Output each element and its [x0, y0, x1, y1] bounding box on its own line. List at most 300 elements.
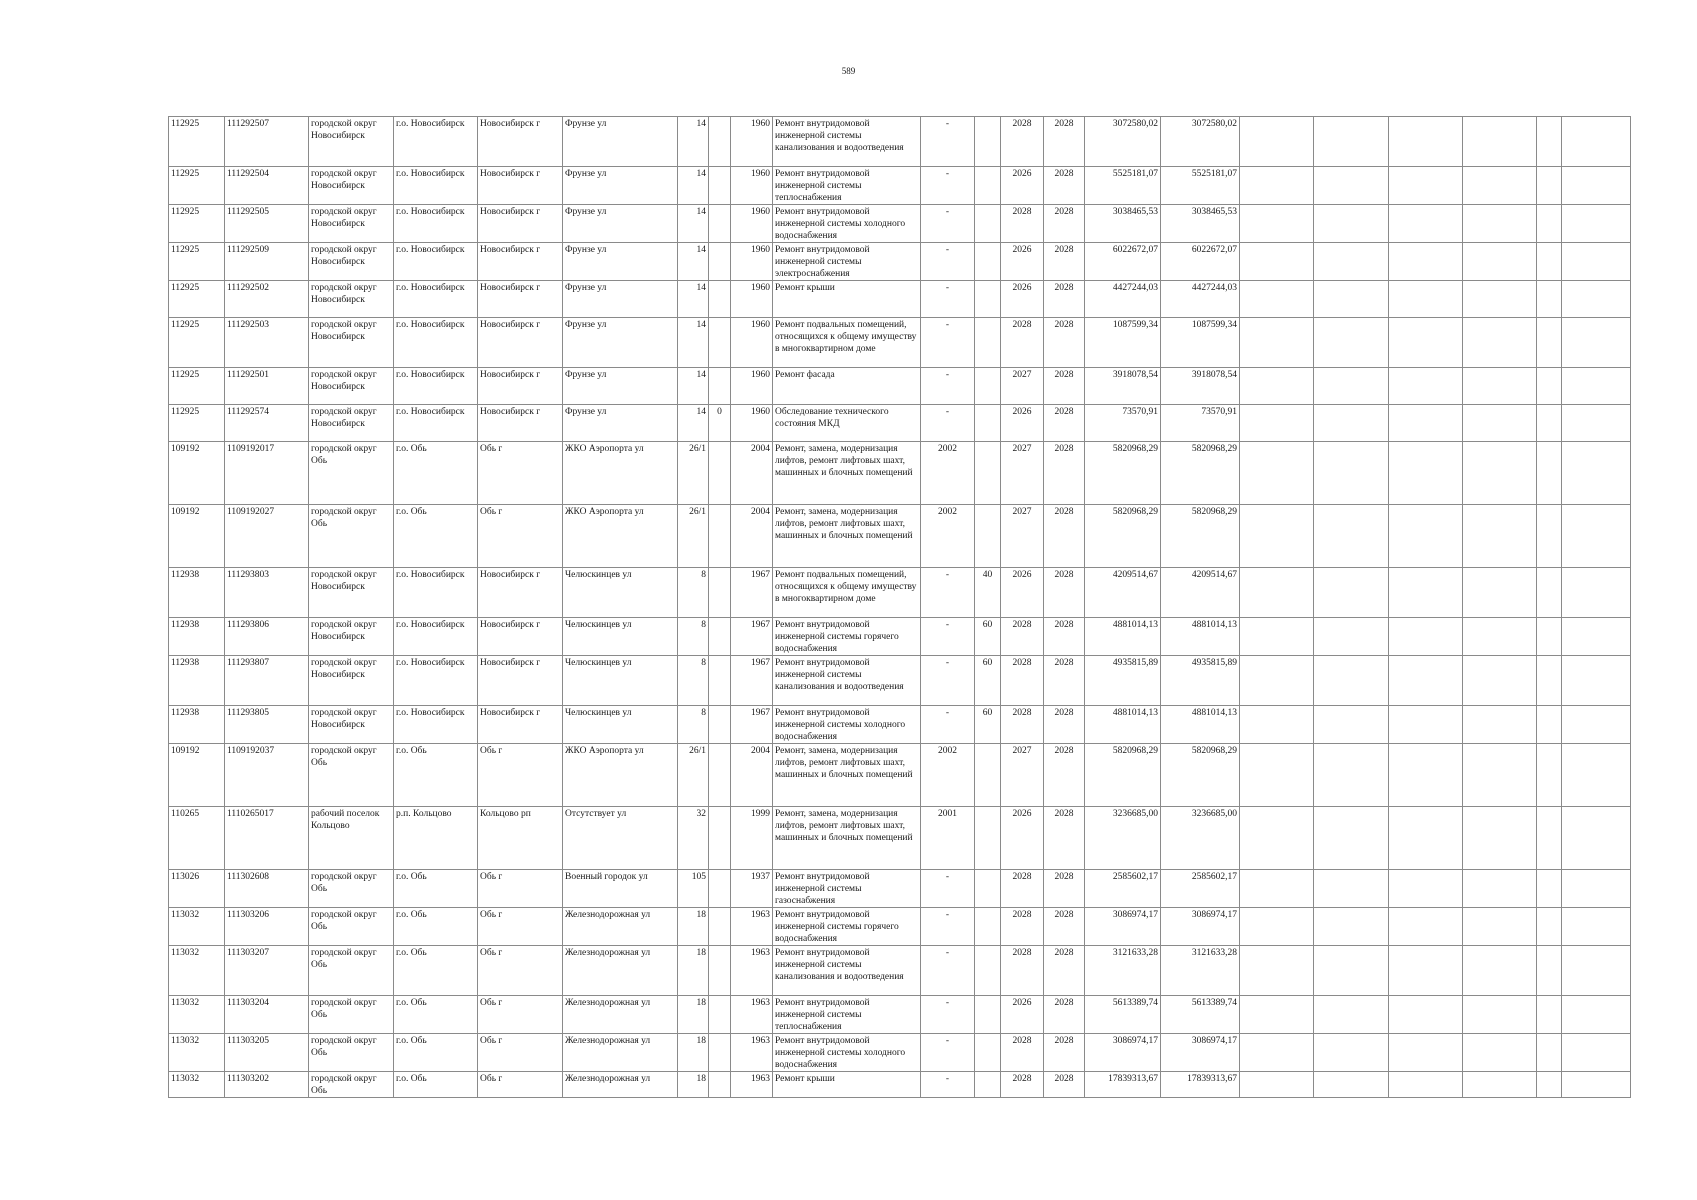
- cell-extra-6: [1562, 167, 1631, 205]
- cell-object-id: 109192: [169, 442, 225, 505]
- cell-cost: 3121633,28: [1085, 946, 1161, 996]
- cell-year-built: 1967: [731, 706, 773, 744]
- cell-planned-year: 2027: [1001, 505, 1044, 568]
- table-row: [169, 1072, 1631, 1098]
- cell-work-type: Ремонт, замена, модернизация лифтов, ремонт лифтовых шахт, машинных и блочных помещений: [773, 807, 921, 870]
- cell-total-cost: 5613389,74: [1161, 996, 1240, 1034]
- cell-extra-3: [1389, 318, 1463, 368]
- cell-settlement: Новосибирск г: [478, 706, 563, 744]
- cell-object-id: 112925: [169, 318, 225, 368]
- cell-house-number: 14: [678, 281, 709, 318]
- cell-municipality-short: г.о. Новосибирск: [394, 117, 478, 167]
- cell-house-number: 8: [678, 568, 709, 618]
- cell-work-type: Ремонт внутридомовой инженерной системы холодного водоснабжения: [773, 1034, 921, 1072]
- cell-extra-5: [1537, 318, 1562, 368]
- cell-extra-2: [1314, 442, 1389, 505]
- cell-municipality: городской округ Обь: [309, 442, 394, 505]
- cell-year-built: 1960: [731, 405, 773, 442]
- cell-planned-year: 2028: [1001, 1034, 1044, 1072]
- cell-municipality: рабочий поселок Кольцово: [309, 807, 394, 870]
- cell-work-type: Ремонт подвальных помещений, относящихся к общему имуществу в многоквартирном доме: [773, 318, 921, 368]
- cell-wear-percent: 60: [975, 618, 1001, 656]
- cell-settlement: Новосибирск г: [478, 243, 563, 281]
- cell-object-id: 112938: [169, 618, 225, 656]
- table-row: [169, 318, 1631, 368]
- cell-street: Железнодорожная ул: [563, 946, 678, 996]
- cell-house-number: 18: [678, 946, 709, 996]
- cell-extra-1: [1240, 505, 1314, 568]
- cell-extra-2: [1314, 807, 1389, 870]
- cell-wear-percent: [975, 1072, 1001, 1098]
- cell-extra-2: [1314, 1072, 1389, 1098]
- cell-municipality-short: г.о. Новосибирск: [394, 318, 478, 368]
- cell-house-number: 26/1: [678, 505, 709, 568]
- cell-extra-2: [1314, 568, 1389, 618]
- cell-extra-2: [1314, 908, 1389, 946]
- cell-planned-year: 2026: [1001, 167, 1044, 205]
- table-row: [169, 1034, 1631, 1072]
- cell-street: Железнодорожная ул: [563, 1072, 678, 1098]
- cell-street: Фрунзе ул: [563, 205, 678, 243]
- cell-total-cost: 4427244,03: [1161, 281, 1240, 318]
- cell-building-number: [709, 807, 731, 870]
- cell-municipality-short: г.о. Новосибирск: [394, 243, 478, 281]
- page-number: 589: [841, 66, 856, 76]
- cell-house-number: 18: [678, 1034, 709, 1072]
- cell-street: Фрунзе ул: [563, 281, 678, 318]
- cell-building-number: [709, 318, 731, 368]
- cell-total-cost: 3121633,28: [1161, 946, 1240, 996]
- cell-cost: 5525181,07: [1085, 167, 1161, 205]
- cell-year-built: 2004: [731, 744, 773, 807]
- cell-extra-5: [1537, 117, 1562, 167]
- cell-extra-4: [1463, 318, 1537, 368]
- cell-settlement: Новосибирск г: [478, 281, 563, 318]
- cell-planned-year: 2028: [1001, 618, 1044, 656]
- cell-extra-4: [1463, 368, 1537, 405]
- cell-year-built: 1963: [731, 1034, 773, 1072]
- table-row: [169, 744, 1631, 807]
- cell-extra-5: [1537, 870, 1562, 908]
- cell-settlement: Обь г: [478, 1034, 563, 1072]
- cell-extra-3: [1389, 706, 1463, 744]
- cell-building-number: [709, 1034, 731, 1072]
- cell-building-number: [709, 368, 731, 405]
- cell-extra-3: [1389, 205, 1463, 243]
- cell-settlement: Новосибирск г: [478, 368, 563, 405]
- cell-wear-percent: 60: [975, 706, 1001, 744]
- cell-wear-percent: [975, 205, 1001, 243]
- cell-extra-1: [1240, 908, 1314, 946]
- cell-municipality: городской округ Новосибирск: [309, 281, 394, 318]
- cell-deadline-year: 2028: [1044, 442, 1085, 505]
- cell-year-built: 1960: [731, 117, 773, 167]
- cell-cost: 5820968,29: [1085, 442, 1161, 505]
- cell-extra-3: [1389, 568, 1463, 618]
- cell-planned-year: 2028: [1001, 205, 1044, 243]
- cell-extra-3: [1389, 1034, 1463, 1072]
- cell-extra-6: [1562, 807, 1631, 870]
- cell-object-id: 113026: [169, 870, 225, 908]
- cell-wear-percent: [975, 807, 1001, 870]
- cell-extra-6: [1562, 442, 1631, 505]
- cell-building-number: [709, 706, 731, 744]
- cell-house-number: 32: [678, 807, 709, 870]
- cell-municipality: городской округ Обь: [309, 908, 394, 946]
- cell-extra-4: [1463, 167, 1537, 205]
- cell-extra-5: [1537, 908, 1562, 946]
- cell-house-number: 8: [678, 656, 709, 706]
- cell-work-type: Ремонт, замена, модернизация лифтов, ремонт лифтовых шахт, машинных и блочных помещений: [773, 442, 921, 505]
- cell-municipality-short: г.о. Обь: [394, 870, 478, 908]
- cell-object-id: 112925: [169, 243, 225, 281]
- table-row: [169, 996, 1631, 1034]
- cell-work-id: 111292503: [225, 318, 309, 368]
- cell-extra-5: [1537, 205, 1562, 243]
- cell-wear-percent: [975, 505, 1001, 568]
- cell-extra-1: [1240, 205, 1314, 243]
- cell-extra-6: [1562, 618, 1631, 656]
- cell-total-cost: 1087599,34: [1161, 318, 1240, 368]
- cell-extra-3: [1389, 505, 1463, 568]
- cell-work-type: Ремонт, замена, модернизация лифтов, ремонт лифтовых шахт, машинных и блочных помещений: [773, 744, 921, 807]
- cell-work-id: 111293806: [225, 618, 309, 656]
- cell-extra-1: [1240, 167, 1314, 205]
- cell-work-id: 111293807: [225, 656, 309, 706]
- cell-object-id: 109192: [169, 505, 225, 568]
- cell-extra-2: [1314, 744, 1389, 807]
- cell-house-number: 18: [678, 996, 709, 1034]
- cell-municipality-short: г.о. Обь: [394, 505, 478, 568]
- cell-work-id: 111303205: [225, 1034, 309, 1072]
- cell-object-id: 112925: [169, 368, 225, 405]
- cell-year-last-repair: -: [921, 656, 975, 706]
- cell-work-id: 111303204: [225, 996, 309, 1034]
- cell-house-number: 105: [678, 870, 709, 908]
- cell-extra-2: [1314, 368, 1389, 405]
- cell-extra-3: [1389, 807, 1463, 870]
- cell-year-last-repair: -: [921, 996, 975, 1034]
- cell-settlement: Новосибирск г: [478, 167, 563, 205]
- cell-cost: 3918078,54: [1085, 368, 1161, 405]
- cell-year-built: 1960: [731, 318, 773, 368]
- table-row: [169, 117, 1631, 167]
- cell-planned-year: 2027: [1001, 744, 1044, 807]
- cell-object-id: 112938: [169, 568, 225, 618]
- cell-settlement: Обь г: [478, 996, 563, 1034]
- cell-total-cost: 5525181,07: [1161, 167, 1240, 205]
- cell-year-last-repair: -: [921, 568, 975, 618]
- cell-extra-4: [1463, 117, 1537, 167]
- cell-street: Фрунзе ул: [563, 368, 678, 405]
- cell-planned-year: 2027: [1001, 368, 1044, 405]
- table-row: [169, 243, 1631, 281]
- cell-planned-year: 2026: [1001, 281, 1044, 318]
- table-row: [169, 807, 1631, 870]
- cell-deadline-year: 2028: [1044, 1034, 1085, 1072]
- cell-deadline-year: 2028: [1044, 117, 1085, 167]
- cell-house-number: 14: [678, 243, 709, 281]
- cell-extra-2: [1314, 167, 1389, 205]
- cell-planned-year: 2028: [1001, 946, 1044, 996]
- cell-extra-5: [1537, 167, 1562, 205]
- table-row: [169, 281, 1631, 318]
- cell-cost: 4935815,89: [1085, 656, 1161, 706]
- cell-street: Железнодорожная ул: [563, 1034, 678, 1072]
- table-row: [169, 568, 1631, 618]
- cell-building-number: [709, 442, 731, 505]
- cell-cost: 73570,91: [1085, 405, 1161, 442]
- cell-street: Фрунзе ул: [563, 117, 678, 167]
- cell-extra-4: [1463, 908, 1537, 946]
- cell-street: Челюскинцев ул: [563, 656, 678, 706]
- cell-extra-3: [1389, 870, 1463, 908]
- cell-planned-year: 2028: [1001, 656, 1044, 706]
- cell-year-built: 1960: [731, 368, 773, 405]
- cell-work-id: 111302608: [225, 870, 309, 908]
- table-row: [169, 205, 1631, 243]
- cell-extra-5: [1537, 405, 1562, 442]
- cell-municipality-short: г.о. Обь: [394, 946, 478, 996]
- cell-building-number: 0: [709, 405, 731, 442]
- cell-extra-3: [1389, 618, 1463, 656]
- cell-year-last-repair: -: [921, 1072, 975, 1098]
- cell-year-last-repair: -: [921, 405, 975, 442]
- cell-total-cost: 17839313,67: [1161, 1072, 1240, 1098]
- cell-cost: 4881014,13: [1085, 618, 1161, 656]
- cell-settlement: Обь г: [478, 908, 563, 946]
- cell-extra-1: [1240, 568, 1314, 618]
- cell-municipality-short: г.о. Новосибирск: [394, 618, 478, 656]
- cell-extra-4: [1463, 281, 1537, 318]
- cell-object-id: 113032: [169, 1034, 225, 1072]
- cell-extra-6: [1562, 706, 1631, 744]
- cell-extra-5: [1537, 505, 1562, 568]
- cell-deadline-year: 2028: [1044, 908, 1085, 946]
- cell-year-last-repair: -: [921, 117, 975, 167]
- cell-total-cost: 3086974,17: [1161, 1034, 1240, 1072]
- cell-total-cost: 4881014,13: [1161, 706, 1240, 744]
- cell-extra-5: [1537, 442, 1562, 505]
- cell-extra-6: [1562, 568, 1631, 618]
- cell-municipality-short: г.о. Обь: [394, 442, 478, 505]
- cell-wear-percent: [975, 368, 1001, 405]
- repair-registry-table: [168, 116, 1631, 1098]
- cell-municipality-short: г.о. Новосибирск: [394, 205, 478, 243]
- cell-street: ЖКО Аэропорта ул: [563, 744, 678, 807]
- cell-building-number: [709, 618, 731, 656]
- cell-municipality: городской округ Обь: [309, 870, 394, 908]
- cell-extra-3: [1389, 167, 1463, 205]
- cell-wear-percent: [975, 243, 1001, 281]
- cell-building-number: [709, 946, 731, 996]
- cell-work-id: 1109192017: [225, 442, 309, 505]
- cell-municipality: городской округ Обь: [309, 996, 394, 1034]
- cell-cost: 3236685,00: [1085, 807, 1161, 870]
- cell-extra-1: [1240, 706, 1314, 744]
- cell-work-type: Ремонт внутридомовой инженерной системы теплоснабжения: [773, 167, 921, 205]
- cell-extra-6: [1562, 117, 1631, 167]
- cell-municipality: городской округ Новосибирск: [309, 167, 394, 205]
- cell-wear-percent: [975, 996, 1001, 1034]
- cell-deadline-year: 2028: [1044, 870, 1085, 908]
- cell-work-id: 1110265017: [225, 807, 309, 870]
- cell-cost: 6022672,07: [1085, 243, 1161, 281]
- cell-extra-2: [1314, 405, 1389, 442]
- cell-municipality-short: г.о. Обь: [394, 1034, 478, 1072]
- cell-extra-3: [1389, 117, 1463, 167]
- cell-municipality-short: г.о. Новосибирск: [394, 368, 478, 405]
- cell-street: Военный городок ул: [563, 870, 678, 908]
- cell-year-last-repair: -: [921, 243, 975, 281]
- cell-wear-percent: [975, 442, 1001, 505]
- cell-total-cost: 4881014,13: [1161, 618, 1240, 656]
- cell-wear-percent: [975, 908, 1001, 946]
- cell-year-last-repair: -: [921, 1034, 975, 1072]
- cell-work-type: Ремонт крыши: [773, 1072, 921, 1098]
- cell-extra-6: [1562, 656, 1631, 706]
- cell-extra-5: [1537, 618, 1562, 656]
- cell-year-built: 2004: [731, 442, 773, 505]
- cell-wear-percent: 40: [975, 568, 1001, 618]
- cell-extra-3: [1389, 996, 1463, 1034]
- cell-house-number: 14: [678, 368, 709, 405]
- cell-extra-6: [1562, 405, 1631, 442]
- cell-extra-1: [1240, 996, 1314, 1034]
- cell-year-built: 1963: [731, 908, 773, 946]
- cell-year-last-repair: -: [921, 618, 975, 656]
- cell-extra-4: [1463, 205, 1537, 243]
- cell-extra-6: [1562, 908, 1631, 946]
- cell-work-id: 111293805: [225, 706, 309, 744]
- cell-municipality: городской округ Обь: [309, 946, 394, 996]
- cell-work-type: Ремонт крыши: [773, 281, 921, 318]
- cell-work-id: 111292505: [225, 205, 309, 243]
- cell-wear-percent: [975, 318, 1001, 368]
- cell-municipality: городской округ Новосибирск: [309, 368, 394, 405]
- cell-work-id: 111292504: [225, 167, 309, 205]
- cell-total-cost: 4935815,89: [1161, 656, 1240, 706]
- cell-extra-1: [1240, 368, 1314, 405]
- cell-street: Фрунзе ул: [563, 243, 678, 281]
- cell-building-number: [709, 656, 731, 706]
- cell-deadline-year: 2028: [1044, 205, 1085, 243]
- cell-work-type: Ремонт внутридомовой инженерной системы электроснабжения: [773, 243, 921, 281]
- cell-work-type: Ремонт внутридомовой инженерной системы горячего водоснабжения: [773, 908, 921, 946]
- cell-total-cost: 5820968,29: [1161, 505, 1240, 568]
- cell-extra-1: [1240, 744, 1314, 807]
- cell-house-number: 14: [678, 318, 709, 368]
- cell-object-id: 112925: [169, 205, 225, 243]
- cell-deadline-year: 2028: [1044, 996, 1085, 1034]
- cell-extra-3: [1389, 368, 1463, 405]
- cell-planned-year: 2028: [1001, 706, 1044, 744]
- cell-object-id: 112925: [169, 117, 225, 167]
- cell-extra-5: [1537, 946, 1562, 996]
- cell-total-cost: 6022672,07: [1161, 243, 1240, 281]
- cell-year-last-repair: 2002: [921, 744, 975, 807]
- cell-street: Челюскинцев ул: [563, 568, 678, 618]
- cell-extra-4: [1463, 870, 1537, 908]
- cell-planned-year: 2028: [1001, 908, 1044, 946]
- cell-extra-4: [1463, 744, 1537, 807]
- cell-work-type: Ремонт внутридомовой инженерной системы теплоснабжения: [773, 996, 921, 1034]
- cell-extra-5: [1537, 1072, 1562, 1098]
- cell-extra-3: [1389, 405, 1463, 442]
- cell-work-id: 111292501: [225, 368, 309, 405]
- cell-deadline-year: 2028: [1044, 706, 1085, 744]
- cell-deadline-year: 2028: [1044, 405, 1085, 442]
- cell-building-number: [709, 568, 731, 618]
- cell-settlement: Обь г: [478, 505, 563, 568]
- cell-house-number: 26/1: [678, 744, 709, 807]
- cell-year-last-repair: -: [921, 368, 975, 405]
- cell-year-last-repair: -: [921, 870, 975, 908]
- cell-work-type: Ремонт внутридомовой инженерной системы горячего водоснабжения: [773, 618, 921, 656]
- cell-settlement: Обь г: [478, 946, 563, 996]
- cell-house-number: 18: [678, 1072, 709, 1098]
- cell-municipality: городской округ Новосибирск: [309, 618, 394, 656]
- cell-street: Челюскинцев ул: [563, 618, 678, 656]
- cell-municipality-short: г.о. Новосибирск: [394, 167, 478, 205]
- cell-cost: 5820968,29: [1085, 744, 1161, 807]
- cell-extra-2: [1314, 706, 1389, 744]
- cell-municipality: городской округ Обь: [309, 505, 394, 568]
- cell-year-built: 2004: [731, 505, 773, 568]
- cell-house-number: 26/1: [678, 442, 709, 505]
- cell-object-id: 112938: [169, 656, 225, 706]
- table-row: [169, 908, 1631, 946]
- cell-extra-4: [1463, 807, 1537, 870]
- cell-street: ЖКО Аэропорта ул: [563, 442, 678, 505]
- cell-planned-year: 2026: [1001, 405, 1044, 442]
- cell-street: Железнодорожная ул: [563, 908, 678, 946]
- cell-total-cost: 5820968,29: [1161, 744, 1240, 807]
- cell-municipality: городской округ Новосибирск: [309, 706, 394, 744]
- cell-extra-5: [1537, 568, 1562, 618]
- cell-extra-5: [1537, 706, 1562, 744]
- cell-year-last-repair: 2002: [921, 442, 975, 505]
- cell-year-built: 1999: [731, 807, 773, 870]
- cell-settlement: Обь г: [478, 442, 563, 505]
- cell-cost: 4427244,03: [1085, 281, 1161, 318]
- cell-total-cost: 2585602,17: [1161, 870, 1240, 908]
- cell-building-number: [709, 908, 731, 946]
- cell-object-id: 112925: [169, 405, 225, 442]
- cell-object-id: 113032: [169, 996, 225, 1034]
- cell-year-built: 1967: [731, 618, 773, 656]
- cell-extra-1: [1240, 281, 1314, 318]
- cell-year-built: 1963: [731, 1072, 773, 1098]
- cell-total-cost: 5820968,29: [1161, 442, 1240, 505]
- cell-house-number: 8: [678, 618, 709, 656]
- cell-extra-1: [1240, 807, 1314, 870]
- cell-total-cost: 4209514,67: [1161, 568, 1240, 618]
- cell-wear-percent: [975, 281, 1001, 318]
- cell-settlement: Новосибирск г: [478, 405, 563, 442]
- cell-work-type: Ремонт внутридомовой инженерной системы газоснабжения: [773, 870, 921, 908]
- cell-planned-year: 2026: [1001, 568, 1044, 618]
- cell-extra-3: [1389, 1072, 1463, 1098]
- cell-planned-year: 2028: [1001, 318, 1044, 368]
- cell-extra-5: [1537, 281, 1562, 318]
- cell-municipality-short: г.о. Обь: [394, 996, 478, 1034]
- cell-municipality: городской округ Обь: [309, 1072, 394, 1098]
- cell-settlement: Новосибирск г: [478, 318, 563, 368]
- cell-settlement: Кольцово рп: [478, 807, 563, 870]
- cell-extra-2: [1314, 656, 1389, 706]
- cell-work-type: Ремонт внутридомовой инженерной системы холодного водоснабжения: [773, 706, 921, 744]
